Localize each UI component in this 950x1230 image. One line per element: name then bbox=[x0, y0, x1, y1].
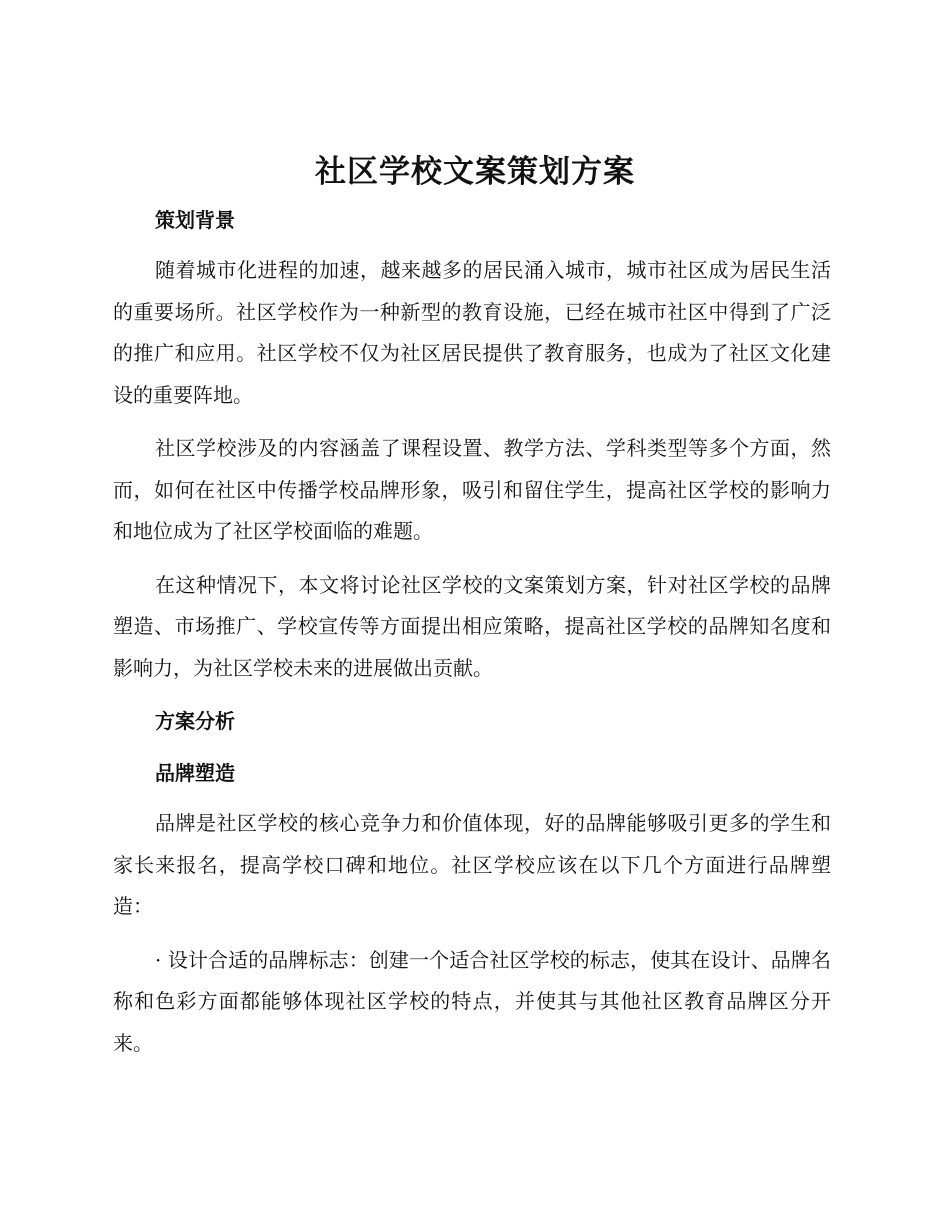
paragraph: 在这种情况下，本文将讨论社区学校的文案策划方案，针对社区学校的品牌塑造、市场推广、学校宣传等方面提出相应策略，提高社区学校的品牌知名度和影响力，为社区学校未来的进展做出贡献。 bbox=[113, 572, 831, 680]
subsection-heading-brand: 品牌塑造 bbox=[155, 761, 235, 785]
document-title: 社区学校文案策划方案 bbox=[315, 154, 635, 190]
section-heading-analysis: 方案分析 bbox=[155, 709, 235, 733]
paragraph: 社区学校涉及的内容涵盖了课程设置、教学方法、学科类型等多个方面，然而，如何在社区中传播学校品牌形象，吸引和留住学生，提高社区学校的影响力和地位成为了社区学校面临的难题。 bbox=[113, 436, 831, 543]
document-body bbox=[113, 200, 831, 1064]
paragraph: 随着城市化进程的加速，越来越多的居民涌入城市，城市社区成为居民生活的重要场所。社区学校作为一种新型的教育设施，已经在城市社区中得到了广泛的推广和应用。社区学校不仅为社区居民提供了教育服务，也成为了社区文化建设的重要阵地。 bbox=[113, 258, 831, 407]
section-heading-background: 策划背景 bbox=[155, 208, 235, 232]
bullet-item: · 设计合适的品牌标志：创建一个适合社区学校的标志，使其在设计、品牌名称和色彩方面都能够体现社区学校的特点，并使其与其他社区教育品牌区分开来。 bbox=[113, 947, 831, 1055]
paragraph: 品牌是社区学校的核心竞争力和价值体现，好的品牌能够吸引更多的学生和家长来报名，提高学校口碑和地位。社区学校应该在以下几个方面进行品牌塑造： bbox=[113, 811, 831, 918]
